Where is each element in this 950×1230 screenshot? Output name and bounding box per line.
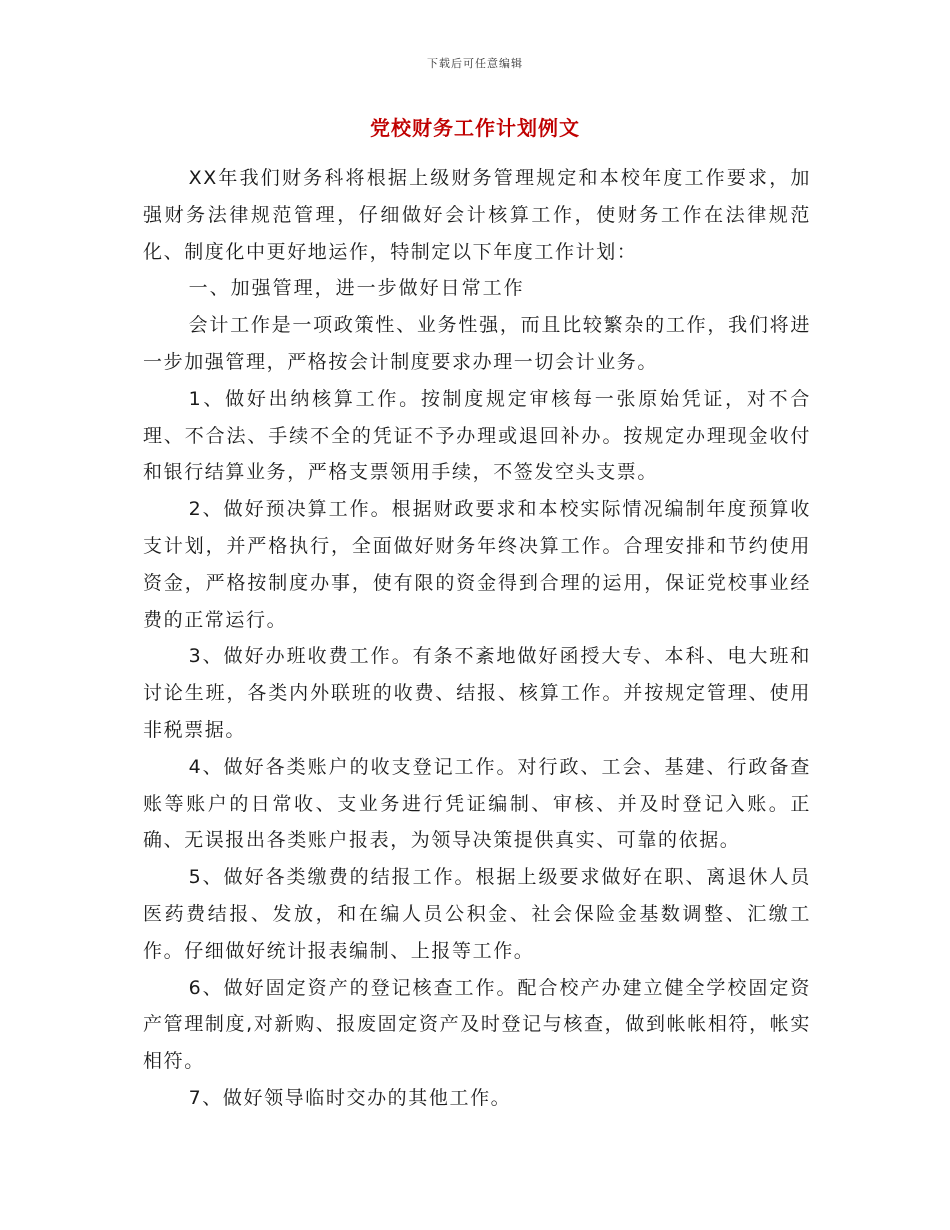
paragraph-section-intro: 会计工作是一项政策性、业务性强，而且比较繁杂的工作，我们将进一步加强管理，严格按会计制度要求办理一切会计业务。: [143, 314, 811, 373]
paragraph-item-7: 7、做好领导临时交办的其他工作。: [188, 1086, 512, 1109]
paragraph-item-3: 3、做好办班收费工作。有条不紊地做好函授大专、本科、电大班和讨论生班，各类内外联班的收费、结报、核算工作。并按规定管理、使用非税票据。: [143, 645, 811, 741]
paragraph-item-4: 4、做好各类账户的收支登记工作。对行政、工会、基建、行政备查账等账户的日常收、支业务进行凭证编制、审核、并及时登记入账。正确、无误报出各类账户报表，为领导决策提供真实、可靠的依据。: [143, 755, 811, 852]
document-body: [143, 160, 811, 1117]
header-note: 下载后可任意编辑: [427, 57, 523, 70]
paragraph-item-2: 2、做好预决算工作。根据财政要求和本校实际情况编制年度预算收支计划，并严格执行，全面做好财务年终决算工作。合理安排和节约使用资金，严格按制度办事，使有限的资金得到合理的运用，保证党校事业经费的正常运行。: [143, 498, 811, 631]
section-heading-1: 一、加强管理，进一步做好日常工作: [188, 277, 525, 300]
document-title: 党校财务工作计划例文: [370, 116, 580, 140]
paragraph-intro: XX年我们财务科将根据上级财务管理规定和本校年度工作要求，加强财务法律规范管理，仔细做好会计核算工作，使财务工作在法律规范化、制度化中更好地运作，特制定以下年度工作计划：: [143, 167, 811, 263]
paragraph-item-1: 1、做好出纳核算工作。按制度规定审核每一张原始凭证，对不合理、不合法、手续不全的凭证不予办理或退回补办。按规定办理现金收付和银行结算业务，严格支票领用手续，不签发空头支票。: [143, 387, 811, 484]
paragraph-item-5: 5、做好各类缴费的结报工作。根据上级要求做好在职、离退休人员医药费结报、发放，和在编人员公积金、社会保险金基数调整、汇缴工作。仔细做好统计报表编制、上报等工作。: [143, 866, 811, 962]
paragraph-item-6: 6、做好固定资产的登记核查工作。配合校产办建立健全学校固定资产管理制度,对新购、报废固定资产及时登记与核查，做到帐帐相符，帐实相符。: [143, 976, 811, 1073]
